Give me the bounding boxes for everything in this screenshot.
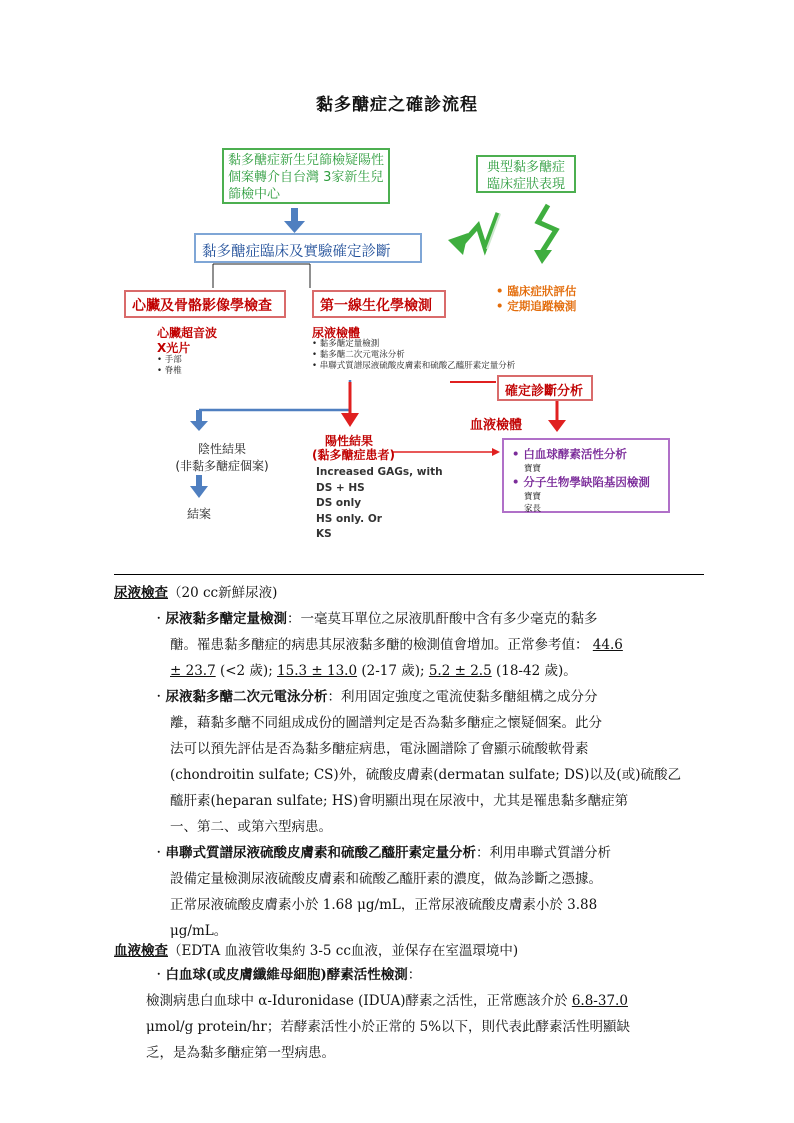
gags-item: Increased GAGs, with	[316, 466, 443, 478]
urine-item3-text: μg/mL。	[170, 923, 228, 939]
arrow-down-icon-2	[190, 475, 208, 498]
page-title: 黏多醣症之確診流程	[316, 95, 478, 115]
urine-item1-text: ：一毫莫耳單位之尿液肌酐酸中含有多少毫克的黏多	[287, 611, 598, 627]
reference-value: ± 23.7	[170, 663, 216, 679]
age-range: (18-42 歲)。	[491, 663, 577, 679]
typical-symptoms-box: 典型黏多醣症臨床症狀表現	[476, 155, 576, 193]
urine-item-quantitative	[152, 606, 692, 684]
negative-result-note: (非黏多醣症個案)	[175, 459, 269, 473]
blood-item1-text: 乏，是為黏多醣症第一型病患。	[146, 1045, 335, 1061]
gags-item: KS	[316, 528, 332, 541]
green-zigzag-arrow-icon	[448, 205, 556, 264]
urine-item2-text: ：利用固定強度之電流使黏多醣組構之成分分	[327, 689, 598, 705]
age-range: (<2 歲);	[215, 663, 278, 679]
followup-item: • 定期追蹤檢測	[496, 299, 577, 313]
urine-item2-text: (chondroitin sulfate; CS)外，硫酸皮膚素(dermatan sulfate; DS)以及(或)硫酸乙	[170, 767, 681, 783]
arrow-down-icon	[284, 208, 305, 233]
urine-item-msms	[152, 840, 692, 944]
result-branch-connector	[190, 380, 350, 431]
blood-item-body	[146, 988, 696, 1066]
reference-value: 5.2 ± 2.5	[428, 663, 492, 679]
urine-item2-text: 離，藉黏多醣不同組成成份的圖譜判定是否為黏多醣症之懷疑個案。此分	[170, 715, 602, 731]
arrow-right-icon	[392, 448, 500, 456]
urine-item2-text: 法可以預先評估是否為黏多醣症病患，電泳圖譜除了會顯示硫酸軟骨素	[170, 741, 589, 757]
urine-item2-label: ‧尿液黏多醣二次元電泳分析	[152, 689, 328, 705]
referral-box: 黏多醣症新生兒篩檢疑陽性個案轉介自台灣 3家新生兒篩檢中心	[222, 148, 390, 204]
blood-item1-colon: ：	[407, 967, 422, 983]
blood-heading-note: （EDTA 血液管收集約 3-5 cc血液，並保存在室溫環境中)	[168, 943, 519, 959]
blood-test-enzyme: • 白血球酵素活性分析	[512, 447, 627, 461]
urine-item3-label: ‧串聯式質譜尿液硫酸皮膚素和硫酸乙醯肝素定量分析	[152, 845, 476, 861]
urine-item3-text: 正常尿液硫酸皮膚素小於 1.68 μg/mL，正常尿液硫酸皮膚素小於 3.88	[170, 897, 598, 913]
urine-test-item: • 黏多醣二次元電泳分析	[312, 350, 405, 360]
echo-label: 心臟超音波	[157, 326, 218, 340]
case-closed: 結案	[187, 507, 212, 521]
urine-item2-text: 一、第二、或第六型病患。	[170, 819, 332, 835]
blood-tests-box	[502, 438, 670, 513]
gags-list	[316, 465, 443, 543]
reference-value: 6.8-37.0	[571, 993, 628, 1009]
blood-item1-label: ‧白血球(或皮膚纖維母細胞)酵素活性檢測	[152, 967, 408, 983]
urine-heading-text: 尿液檢查	[114, 585, 168, 601]
xray-hand: • 手部	[157, 355, 182, 365]
reference-value: 44.6	[592, 637, 623, 653]
urine-specimen-label: 尿液檢體	[312, 326, 361, 340]
negative-result-title: 陰性結果	[197, 442, 246, 456]
blood-test-sub: 家長	[524, 504, 542, 514]
red-arrow-down-icon	[341, 382, 359, 427]
gags-item: DS + HS	[316, 481, 365, 494]
positive-result-title: 陽性結果	[325, 434, 374, 448]
blood-item1-text: 檢測病患白血球中 α-Iduronidase (IDUA)酵素之活性，正常應該介於	[146, 993, 572, 1009]
xray-spine: • 脊椎	[157, 366, 182, 376]
confirm-box: 確定診斷分析	[497, 375, 593, 401]
urine-item2-text: 醯肝素(heparan sulfate; HS)會明顯出現在尿液中，尤其是罹患黏多醣症第	[170, 793, 629, 809]
gags-item: DS only	[316, 497, 362, 510]
diagnosis-flowchart	[0, 0, 794, 560]
urine-item-electrophoresis	[152, 684, 692, 840]
urine-test-item: • 串聯式質譜尿液硫酸皮膚素和硫酸乙醯肝素定量分析	[312, 361, 516, 371]
blood-section-heading	[114, 938, 518, 964]
red-arrow-down-icon-2	[548, 400, 566, 432]
followup-list	[496, 284, 576, 314]
reference-value: 15.3 ± 13.0	[277, 663, 358, 679]
xray-label: X光片	[157, 341, 191, 355]
urine-item1-label: ‧尿液黏多醣定量檢測	[152, 611, 287, 627]
blood-test-sub: 寶寶	[524, 492, 542, 502]
blood-item-label	[152, 962, 421, 988]
positive-result-note: (黏多醣症患者)	[312, 448, 395, 462]
biochem-box: 第一線生化學檢測	[312, 290, 446, 318]
urine-test-item: • 黏多醣定量檢測	[312, 339, 380, 349]
section-divider	[114, 574, 704, 575]
urine-item1-text: 醣。罹患黏多醣症的病患其尿液黏多醣的檢測值會增加。正常參考值：	[170, 637, 589, 653]
urine-heading-note: （20 cc新鮮尿液)	[168, 585, 278, 601]
blood-test-gene: • 分子生物學缺陷基因檢測	[512, 475, 650, 489]
gags-item: HS only. Or	[316, 512, 382, 525]
followup-item: • 臨床症狀評估	[496, 284, 577, 298]
imaging-box: 心臟及骨骼影像學檢查	[124, 290, 286, 318]
urine-item3-text: ：利用串聯式質譜分析	[476, 845, 611, 861]
age-range: (2-17 歲);	[357, 663, 429, 679]
blood-heading-text: 血液檢查	[114, 943, 168, 959]
blood-item1-text: μmol/g protein/hr；若酵素活性小於正常的 5%以下，則代表此酵素活性明顯缺	[146, 1019, 631, 1035]
urine-section-heading	[114, 580, 277, 606]
diagnosis-box: 黏多醣症臨床及實驗確定診斷	[194, 233, 422, 263]
blood-specimen-label: 血液檢體	[470, 418, 523, 433]
branch-connector	[213, 264, 310, 288]
blood-test-sub: 寶寶	[524, 464, 542, 474]
urine-item3-text: 設備定量檢測尿液硫酸皮膚素和硫酸乙醯肝素的濃度，做為診斷之憑據。	[170, 871, 602, 887]
negative-result	[172, 440, 272, 474]
